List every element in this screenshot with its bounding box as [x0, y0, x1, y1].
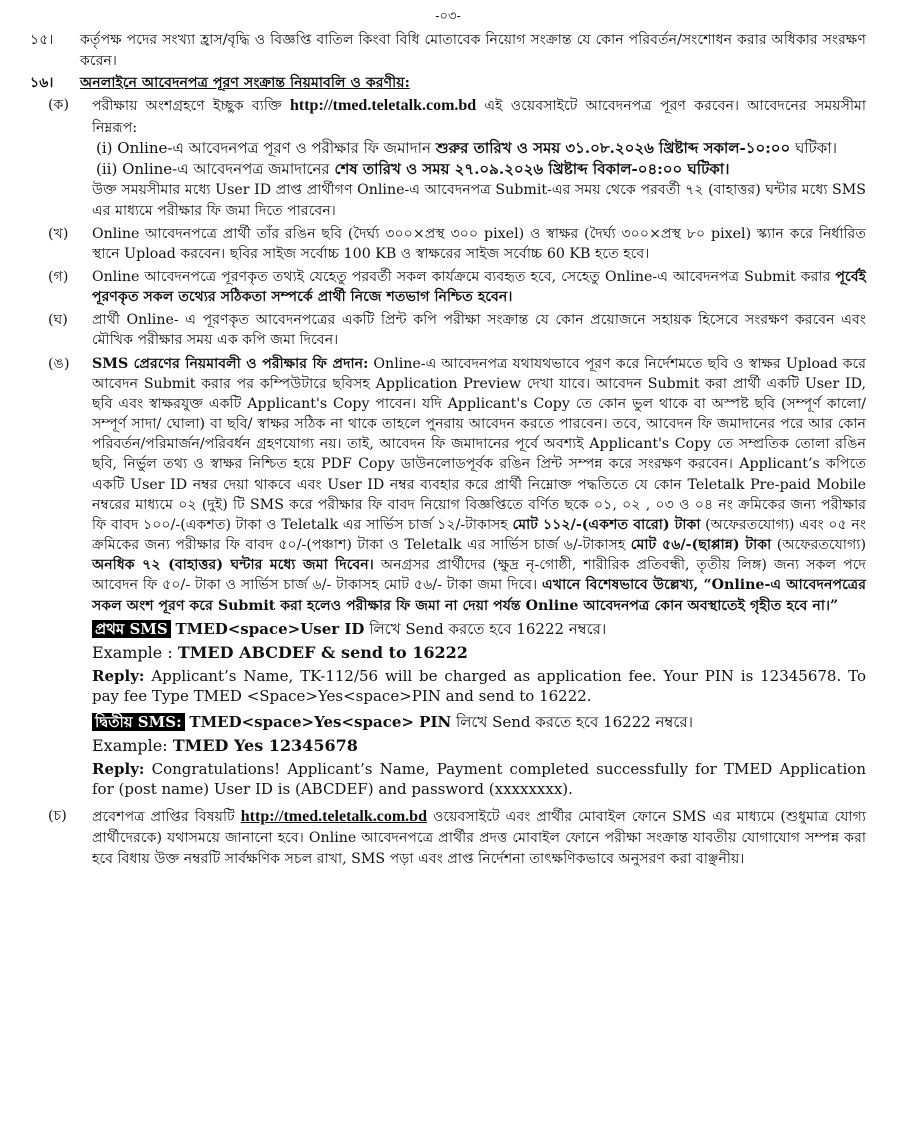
- clause-ka-note: উক্ত সময়সীমার মধ্যে User ID প্রাপ্ত প্রার্থীগণ Online-এ আবেদনপত্র Submit-এর সময় থেকে পরবর্তী ৭২ (বাহাত্তর) ঘন্টার মধ্যে SMS এর মাধ্যমে পরীক্ষার ফি জমা দিতে পারবেন।: [92, 182, 866, 219]
- section-15: [30, 30, 866, 70]
- second-sms-tag: দ্বিতীয় SMS:: [92, 713, 185, 731]
- clause-ga-text: Online আবেদনপত্রে পূরণকৃত তথ্যই যেহেতু পরবর্তী সকল কার্যক্রমে ব্যবহৃত হবে, সেহেতু Online-এ আবেদনপত্র Submit করার: [92, 269, 831, 286]
- section-16-number: ১৬।: [30, 74, 54, 91]
- website-link[interactable]: http://tmed.teletalk.com.bd: [289, 96, 477, 114]
- deadline-start-date: শুরুর তারিখ ও সময় ৩১.০৮.২০২৬ খ্রিষ্টাব্দ সকাল-১০:০০: [435, 138, 791, 157]
- sms-rules-text3: (অফেরতযোগ্য): [776, 537, 866, 554]
- fee-total-112: মোট ১১২/-(একশত বারো) টাকা: [512, 516, 701, 533]
- clause-ka-marker: (ক): [48, 96, 69, 113]
- fee-deadline: অনধিক ৭২ (বাহাত্তর) ঘন্টার মধ্যে জমা দিবেন।: [92, 557, 374, 574]
- first-sms-command: TMED<space>User ID: [175, 619, 365, 638]
- clause-cha-text2: ওয়েবসাইটে এবং প্রার্থীর মোবাইল ফোনে SMS এর মাধ্যমে (শুধুমাত্র যোগ্য প্রার্থীদেরকে) যথাসময়ে জানানো হবে। Online আবেদনপত্রে প্রার্থীর প্রদত্ত মোবাইল ফোনে পরীক্ষা সংক্রান্ত যাবতীয় যোগাযোগ সম্পন্ন করা হবে বিধায় উক্ত নম্বরটি সার্বক্ষণিক সচল রাখা, SMS পড়া এবং প্রাপ্ত নির্দেশনা তাৎক্ষণিকভাবে অনুসরণ করা বাঞ্ছনীয়।: [92, 808, 866, 867]
- clause-cha-text1: প্রবেশপত্র প্রাপ্তির বিষয়টি: [92, 808, 235, 825]
- clause-ka-text1: পরীক্ষায় অংশগ্রহণে ইচ্ছুক ব্যক্তি: [92, 97, 282, 114]
- sms-rules-heading: SMS প্রেরণের নিয়মাবলী ও পরীক্ষার ফি প্রদান:: [92, 355, 369, 372]
- first-sms-example: TMED ABCDEF & send to 16222: [177, 642, 468, 662]
- second-sms-command: TMED<space>Yes<space> PIN: [189, 713, 452, 732]
- clause-uma-marker: (ঙ): [48, 355, 70, 372]
- clause-kha: [30, 224, 866, 264]
- clause-kha-text: Online আবেদনপত্রে প্রার্থী তাঁর রঙিন ছবি (দৈর্ঘ্য ৩০০×প্রস্থ ৩০০ pixel) ও স্বাক্ষর (দৈর্ঘ্য ৩০০×প্রস্থ ৮০ pixel) স্ক্যান করে নির্ধারিত স্থানে Upload করবেন। ছবির সাইজ সর্বোচ্চ 100 KB ও স্বাক্ষরের সাইজ সর্বোচ্চ 60 KB হতে হবে।: [92, 225, 866, 262]
- deadline-end-label: (ii): [96, 160, 118, 179]
- sms-rules-text4: অনগ্রসর প্রার্থীদের (ক্ষুদ্র নৃ-গোষ্ঠী, শারীরিক প্রতিবন্ধী, তৃতীয় লিঙ্গ) জন্য সকল পদে আবেদন ফি ৫০/- টাকা ও সার্ভিস চার্জ ৬/- টাকাসহ মোট ৫৬/- টাকা জমা দিবে।: [92, 557, 866, 594]
- second-sms-example: TMED Yes 12345678: [172, 736, 358, 756]
- second-sms-instruction: লিখে Send করতে হবে 16222 নম্বরে।: [455, 713, 693, 732]
- clause-gha: [30, 310, 866, 350]
- clause-kha-marker: (খ): [48, 225, 69, 242]
- clause-ka: [30, 95, 866, 221]
- sms-rules-text: Online-এ আবেদনপত্র যথাযথভাবে পূরণ করে নির্দেশমতে ছবি ও স্বাক্ষর Upload করে আবেদন Submit করার পর কম্পিউটারে ছবিসহ Application Preview দেখা যাবে। আবেদন Submit করা প্রার্থী একটি User ID, ছবি এবং স্বাক্ষরযুক্ত একটি Applicant's Copy পাবেন। যদি Applicant's Copy তে কোন ভুল থাকে বা অস্পষ্ট ছবি (সম্পূর্ণ কালো/ সম্পূর্ণ সাদা/ ঘোলা) বা ছবি/ স্বাক্ষর সঠিক না থাকে তাহলে পুনরায় আবেদন করতে পারবেন। তবে, আবেদন ফি জমাদানের পরে আর কোন পরিবর্তন/পরিমার্জন/পরিবর্ধন গ্রহণযোগ্য নয়। তাই, আবেদন ফি জমাদানের পূর্বে অবশ্যই Applicant's Copy তে সম্প্রতিক তোলা রঙিন ছবি, নির্ভুল তথ্য ও স্বাক্ষর নিশ্চিত হয়ে PDF Copy ডাউনলোডপূর্বক রঙিন প্রিন্ট সম্পন্ন করে সংরক্ষণ করবেন। Applicant’s কপিতে একটি User ID নম্বর দেয়া থাকবে এবং User ID নম্বর ব্যবহার করে প্রার্থী নিম্নোক্ত পদ্ধতিতে যে কোন Teletalk Pre-paid Mobile নম্বরের মাধ্যমে ০২ (দুই) টি SMS করে পরীক্ষার ফি বাবদ নিয়োগ বিজ্ঞপ্তিতে বর্ণিত ছকে ০১, ০২ , ০৩ ও ০৪ নং ক্রমিকের জন্য পরীক্ষার ফি বাবদ ১০০/-(একশত) টাকা ও Teletalk এর সার্ভিস চার্জ ১২/-টাকাসহ: [92, 355, 867, 533]
- page-number: -০৩-: [435, 9, 461, 24]
- deadline-start-label: (i): [96, 138, 113, 157]
- first-sms-reply: Applicant’s Name, TK-112/56 will be charged as application fee. Your PIN is 12345678. To pay fee Type TMED <Space>Yes<space>PIN and send to 16222.: [92, 666, 866, 705]
- second-sms-block: [30, 712, 866, 800]
- sms-rules-warning: এখানে বিশেষভাবে উল্লেখ্য, “Online-এ আবেদনপত্রের সকল অংশ পূরণ করে Submit করা হলেও পরীক্ষার ফি জমা না দেয়া পর্যন্ত Online আবেদনপত্র কোন অবস্থাতেই গৃহীত হবে না।”: [92, 577, 866, 614]
- first-sms-example-label: Example :: [92, 642, 173, 662]
- first-sms-instruction: লিখে Send করতে হবে 16222 নম্বরে।: [369, 619, 607, 638]
- first-sms-tag: প্রথম SMS: [92, 620, 171, 638]
- admit-card-link[interactable]: http://tmed.teletalk.com.bd: [240, 807, 427, 825]
- clause-ga: [30, 267, 866, 307]
- second-sms-reply-label: Reply:: [92, 760, 145, 779]
- section-15-number: ১৫।: [30, 32, 54, 49]
- section-15-text: কর্তৃপক্ষ পদের সংখ্যা হ্রাস/বৃদ্ধি ও বিজ্ঞপ্তি বাতিল কিংবা বিধি মোতাবেক নিয়োগ সংক্রান্ত যে কোন পরিবর্তন/সংশোধন করার অধিকার সংরক্ষণ করেন।: [80, 32, 866, 69]
- clause-ga-marker: (গ): [48, 269, 69, 286]
- deadline-end-date: শেষ তারিখ ও সময় ২৭.০৯.২০২৬ খ্রিষ্টাব্দ বিকাল-০৪:০০ ঘটিকা।: [334, 160, 730, 179]
- deadline-start-text: Online-এ আবেদনপত্র পূরণ ও পরীক্ষার ফি জমাদান: [117, 138, 431, 157]
- fee-total-56: মোট ৫৬/-(ছাপ্পান্ন) টাকা: [630, 537, 772, 554]
- deadline-start: [92, 138, 866, 159]
- second-sms-reply: Congratulations! Applicant’s Name, Payment completed successfully for TMED Application for (post name) User ID is (ABCDEF) and password (xxxxxxxx).: [92, 760, 866, 799]
- sms-rules-text2: (অফেরতযোগ্য) এবং ০৫ নং ক্রমিকের জন্য পরীক্ষার ফি বাবদ ৫০/-(পঞ্চাশ) টাকা ও Teletalk এর সার্ভিস চার্জ ৬/-টাকাসহ: [92, 516, 867, 554]
- clause-uma: [30, 354, 866, 616]
- section-16: [30, 73, 866, 93]
- clause-cha-marker: (চ): [48, 807, 67, 824]
- second-sms-example-label: Example:: [92, 736, 168, 756]
- first-sms-reply-label: Reply:: [92, 666, 145, 685]
- first-sms-block: [30, 619, 866, 707]
- clause-ka-text2: এই ওয়েবসাইটে আবেদনপত্র পূরণ করবেন। আবেদনের সময়সীমা নিম্নরূপ:: [92, 97, 867, 136]
- section-16-heading: অনলাইনে আবেদনপত্র পূরণ সংক্রান্ত নিয়মাবলি ও করণীয়:: [80, 74, 410, 91]
- clause-gha-text: প্রার্থী Online- এ পূরণকৃত আবেদনপত্রের একটি প্রিন্ট কপি পরীক্ষা সংক্রান্ত যে কোন প্রয়োজনে সহায়ক হিসেবে সংরক্ষণ করবেন এবং মৌখিক পরীক্ষার সময় এক কপি জমা দিবেন।: [92, 312, 866, 349]
- deadline-end-text: Online-এ আবেদনপত্র জমাদানের: [122, 160, 330, 179]
- clause-gha-marker: (ঘ): [48, 312, 68, 329]
- deadline-start-end: ঘটিকা।: [795, 138, 838, 157]
- deadline-end: [92, 159, 866, 180]
- clause-ga-bold: পূর্বেই পূরণকৃত সকল তথ্যের সঠিকতা সম্পর্কে প্রার্থী নিজে শতভাগ নিশ্চিত হবেন।: [92, 269, 866, 306]
- clause-cha: [30, 806, 866, 869]
